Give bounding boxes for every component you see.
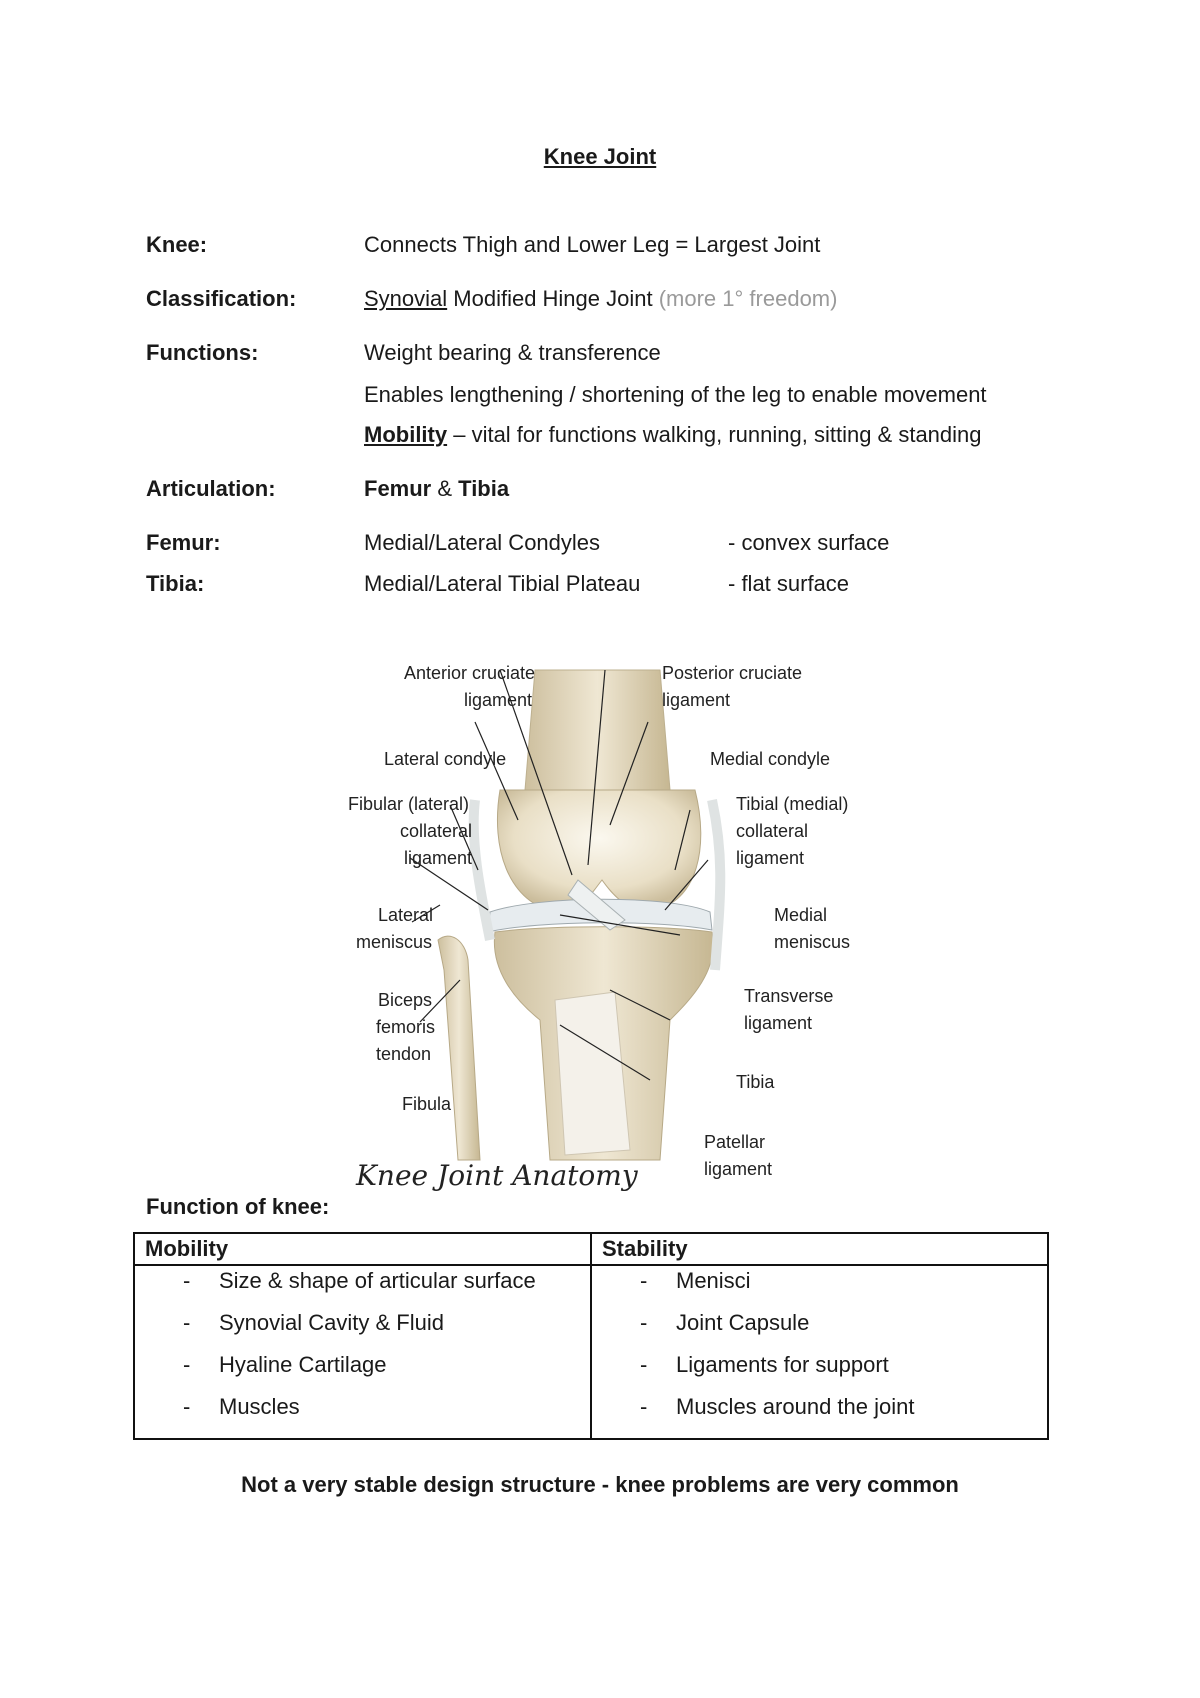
- list-item-text: Size & shape of articular surface: [219, 1268, 536, 1293]
- bullet-dash: -: [640, 1268, 648, 1293]
- bullet-dash: -: [640, 1310, 648, 1335]
- list-item: [592, 1266, 1047, 1308]
- tibia-diagram-label: Tibia: [736, 1072, 775, 1092]
- fibula-shape: [438, 936, 480, 1160]
- femoral-condyles-shape: [497, 790, 700, 911]
- fibular-collateral-label: Fibular (lateral): [348, 794, 470, 814]
- function-line-2: Enables lengthening / shortening of the leg to enable movement: [364, 382, 987, 407]
- tibia-value: Medial/Lateral Tibial Plateau: [364, 571, 641, 596]
- amp-text: &: [431, 476, 459, 501]
- list-item: [592, 1392, 1047, 1434]
- bullet-dash: -: [183, 1352, 191, 1377]
- lateral-condyle-label: Lateral condyle: [384, 749, 507, 769]
- list-item: [135, 1308, 590, 1350]
- knee-value: Connects Thigh and Lower Leg = Largest Joint: [364, 232, 821, 257]
- tibia-note: - flat surface: [728, 571, 850, 596]
- mobility-list: [134, 1265, 591, 1439]
- page-title: Knee Joint: [543, 144, 657, 169]
- stability-list: [591, 1265, 1048, 1439]
- tibial-collateral-label-3: ligament: [736, 848, 805, 868]
- list-item-text: Joint Capsule: [676, 1310, 810, 1335]
- knee-label: Knee:: [146, 232, 208, 257]
- patellar-ligament-label-2: ligament: [704, 1159, 773, 1179]
- femur-term: Femur: [364, 476, 432, 501]
- knee-anatomy-diagram: [340, 640, 880, 1200]
- function-table: [133, 1232, 1049, 1440]
- medial-condyle-label: Medial condyle: [710, 749, 831, 769]
- list-item: [135, 1350, 590, 1392]
- transverse-ligament-label-2: ligament: [744, 1013, 813, 1033]
- articulation-label: Articulation:: [146, 476, 276, 501]
- footer-note: Not a very stable design structure - knee problems are very common: [241, 1472, 959, 1497]
- list-item-text: Muscles: [219, 1394, 300, 1419]
- pcl-label-2: ligament: [662, 690, 731, 710]
- list-item-text: Synovial Cavity & Fluid: [219, 1310, 444, 1335]
- function-line-3: [364, 422, 982, 448]
- list-item: [592, 1308, 1047, 1350]
- tibia-label: Tibia:: [146, 571, 205, 596]
- fibular-collateral-label-2: collateral: [400, 821, 473, 841]
- acl-label: Anterior cruciate: [404, 663, 536, 683]
- bullet-dash: -: [183, 1394, 191, 1419]
- fibular-collateral-label-3: ligament: [404, 848, 473, 868]
- tibial-collateral-label-2: collateral: [736, 821, 809, 841]
- list-item: [135, 1266, 590, 1308]
- table-header-row: [134, 1233, 1048, 1265]
- lateral-meniscus-label: Lateral: [378, 905, 434, 925]
- acl-label-2: ligament: [464, 690, 533, 710]
- transverse-ligament-label: Transverse: [744, 986, 834, 1006]
- collateral-ligament-shape: [474, 800, 490, 940]
- diagram-caption: Knee Joint Anatomy: [356, 1159, 638, 1192]
- articulation-value: [364, 476, 509, 502]
- tibia-term: Tibia: [458, 476, 510, 501]
- collateral-ligament-shape: [712, 800, 720, 970]
- biceps-femoris-label-2: femoris: [376, 1017, 436, 1037]
- femur-note: - convex surface: [728, 530, 890, 555]
- pcl-label: Posterior cruciate: [662, 663, 803, 683]
- femur-label: Femur:: [146, 530, 221, 555]
- medial-meniscus-label-2: meniscus: [774, 932, 851, 952]
- freedom-note: (more 1° freedom): [658, 286, 838, 311]
- classification-label: Classification:: [146, 286, 297, 311]
- bullet-dash: -: [640, 1394, 648, 1419]
- list-item-text: Muscles around the joint: [676, 1394, 915, 1419]
- tibial-collateral-label: Tibial (medial): [736, 794, 849, 814]
- list-item: [592, 1350, 1047, 1392]
- function-line-1: Weight bearing & transference: [364, 340, 661, 365]
- bullet-dash: -: [183, 1268, 191, 1293]
- bullet-dash: -: [640, 1352, 648, 1377]
- table-body-row: [134, 1265, 1048, 1439]
- mobility-term: Mobility: [364, 422, 448, 447]
- biceps-femoris-label-3: tendon: [376, 1044, 432, 1064]
- list-item-text: Ligaments for support: [676, 1352, 889, 1377]
- functions-label: Functions:: [146, 340, 259, 365]
- classification-value: [364, 286, 837, 312]
- mobility-description: – vital for functions walking, running, sitting & standing: [447, 422, 982, 447]
- hinge-term: Modified Hinge Joint: [447, 286, 659, 311]
- fibula-diagram-label: Fibula: [402, 1094, 452, 1114]
- patellar-ligament-label: Patellar: [704, 1132, 766, 1152]
- list-item-text: Menisci: [676, 1268, 751, 1293]
- synovial-term: Synovial: [364, 286, 448, 311]
- medial-meniscus-label: Medial: [774, 905, 828, 925]
- list-item: [135, 1392, 590, 1434]
- function-heading: Function of knee:: [146, 1194, 330, 1219]
- stability-header: Stability: [591, 1233, 1048, 1265]
- mobility-header: Mobility: [134, 1233, 591, 1265]
- femur-shaft-shape: [525, 670, 670, 790]
- list-item-text: Hyaline Cartilage: [219, 1352, 387, 1377]
- femur-value: Medial/Lateral Condyles: [364, 530, 601, 555]
- lateral-meniscus-label-2: meniscus: [356, 932, 433, 952]
- biceps-femoris-label: Biceps: [378, 990, 433, 1010]
- bullet-dash: -: [183, 1310, 191, 1335]
